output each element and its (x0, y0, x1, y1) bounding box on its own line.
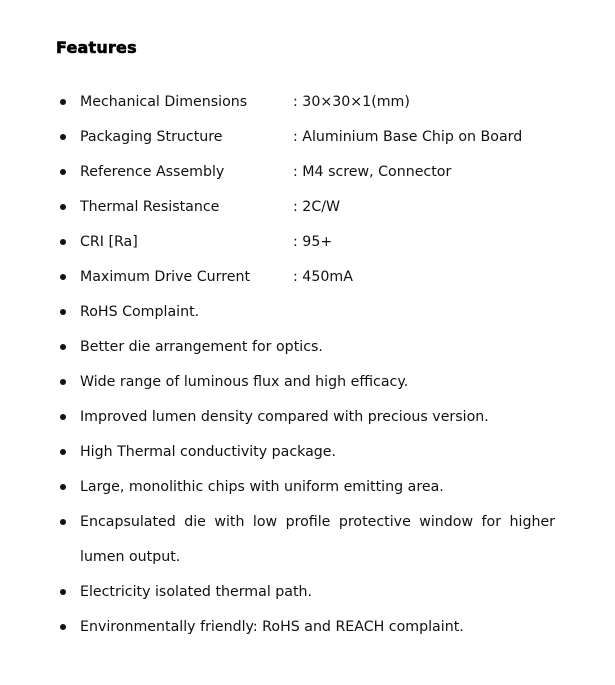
feature-text: Wide range of luminous flux and high efficacy. (80, 374, 409, 390)
feature-text: Encapsulated die with low profile protective window for higher lumen output. (80, 514, 555, 565)
bullet-icon (60, 589, 66, 595)
spec-value: : Aluminium Base Chip on Board (293, 129, 523, 145)
bullet-icon (60, 519, 66, 525)
feature-item-rohs (0, 295, 615, 330)
spec-value: : 450mA (293, 269, 353, 285)
feature-text: Better die arrangement for optics. (80, 339, 323, 355)
bullet-icon (60, 239, 66, 245)
spec-item-cri (0, 225, 615, 260)
spec-item-maximum-drive-current (0, 260, 615, 295)
spec-item-thermal-resistance (0, 190, 615, 225)
bullet-icon (60, 274, 66, 280)
bullet-icon (60, 99, 66, 105)
spec-value: : 2C/W (293, 199, 341, 215)
spec-label: Reference Assembly (80, 164, 225, 180)
bullet-icon (60, 449, 66, 455)
spec-label: Packaging Structure (80, 129, 223, 145)
feature-text: High Thermal conductivity package. (80, 444, 337, 460)
spec-value: : M4 screw, Connector (293, 164, 452, 180)
bullet-icon (60, 344, 66, 350)
features-heading: Features (56, 38, 137, 57)
spec-label: Maximum Drive Current (80, 269, 251, 285)
spec-label: CRI [Ra] (80, 234, 138, 250)
bullet-icon (60, 309, 66, 315)
feature-text: Electricity isolated thermal path. (80, 584, 313, 600)
feature-text: Environmentally friendly: RoHS and REACH complaint. (80, 619, 464, 635)
spec-item-reference-assembly (0, 155, 615, 190)
spec-value: : 30×30×1(mm) (293, 94, 410, 110)
spec-label: Thermal Resistance (80, 199, 220, 215)
feature-item-encapsulated-die (0, 505, 615, 575)
spec-item-mechanical-dimensions (0, 85, 615, 120)
spec-item-packaging-structure (0, 120, 615, 155)
feature-item-thermal-path (0, 575, 615, 610)
bullet-icon (60, 484, 66, 490)
bullet-icon (60, 169, 66, 175)
spec-label: Mechanical Dimensions (80, 94, 248, 110)
feature-item-environmentally-friendly (0, 610, 615, 645)
feature-item-lumen-density (0, 400, 615, 435)
bullet-icon (60, 414, 66, 420)
feature-text: Improved lumen density compared with precious version. (80, 409, 489, 425)
features-list (0, 85, 615, 645)
feature-item-luminous-flux (0, 365, 615, 400)
feature-text: RoHS Complaint. (80, 304, 200, 320)
feature-text: Large, monolithic chips with uniform emitting area. (80, 479, 444, 495)
spec-value: : 95+ (293, 234, 333, 250)
feature-item-thermal-conductivity (0, 435, 615, 470)
bullet-icon (60, 134, 66, 140)
feature-item-monolithic-chips (0, 470, 615, 505)
bullet-icon (60, 624, 66, 630)
bullet-icon (60, 204, 66, 210)
feature-item-die-arrangement (0, 330, 615, 365)
bullet-icon (60, 379, 66, 385)
